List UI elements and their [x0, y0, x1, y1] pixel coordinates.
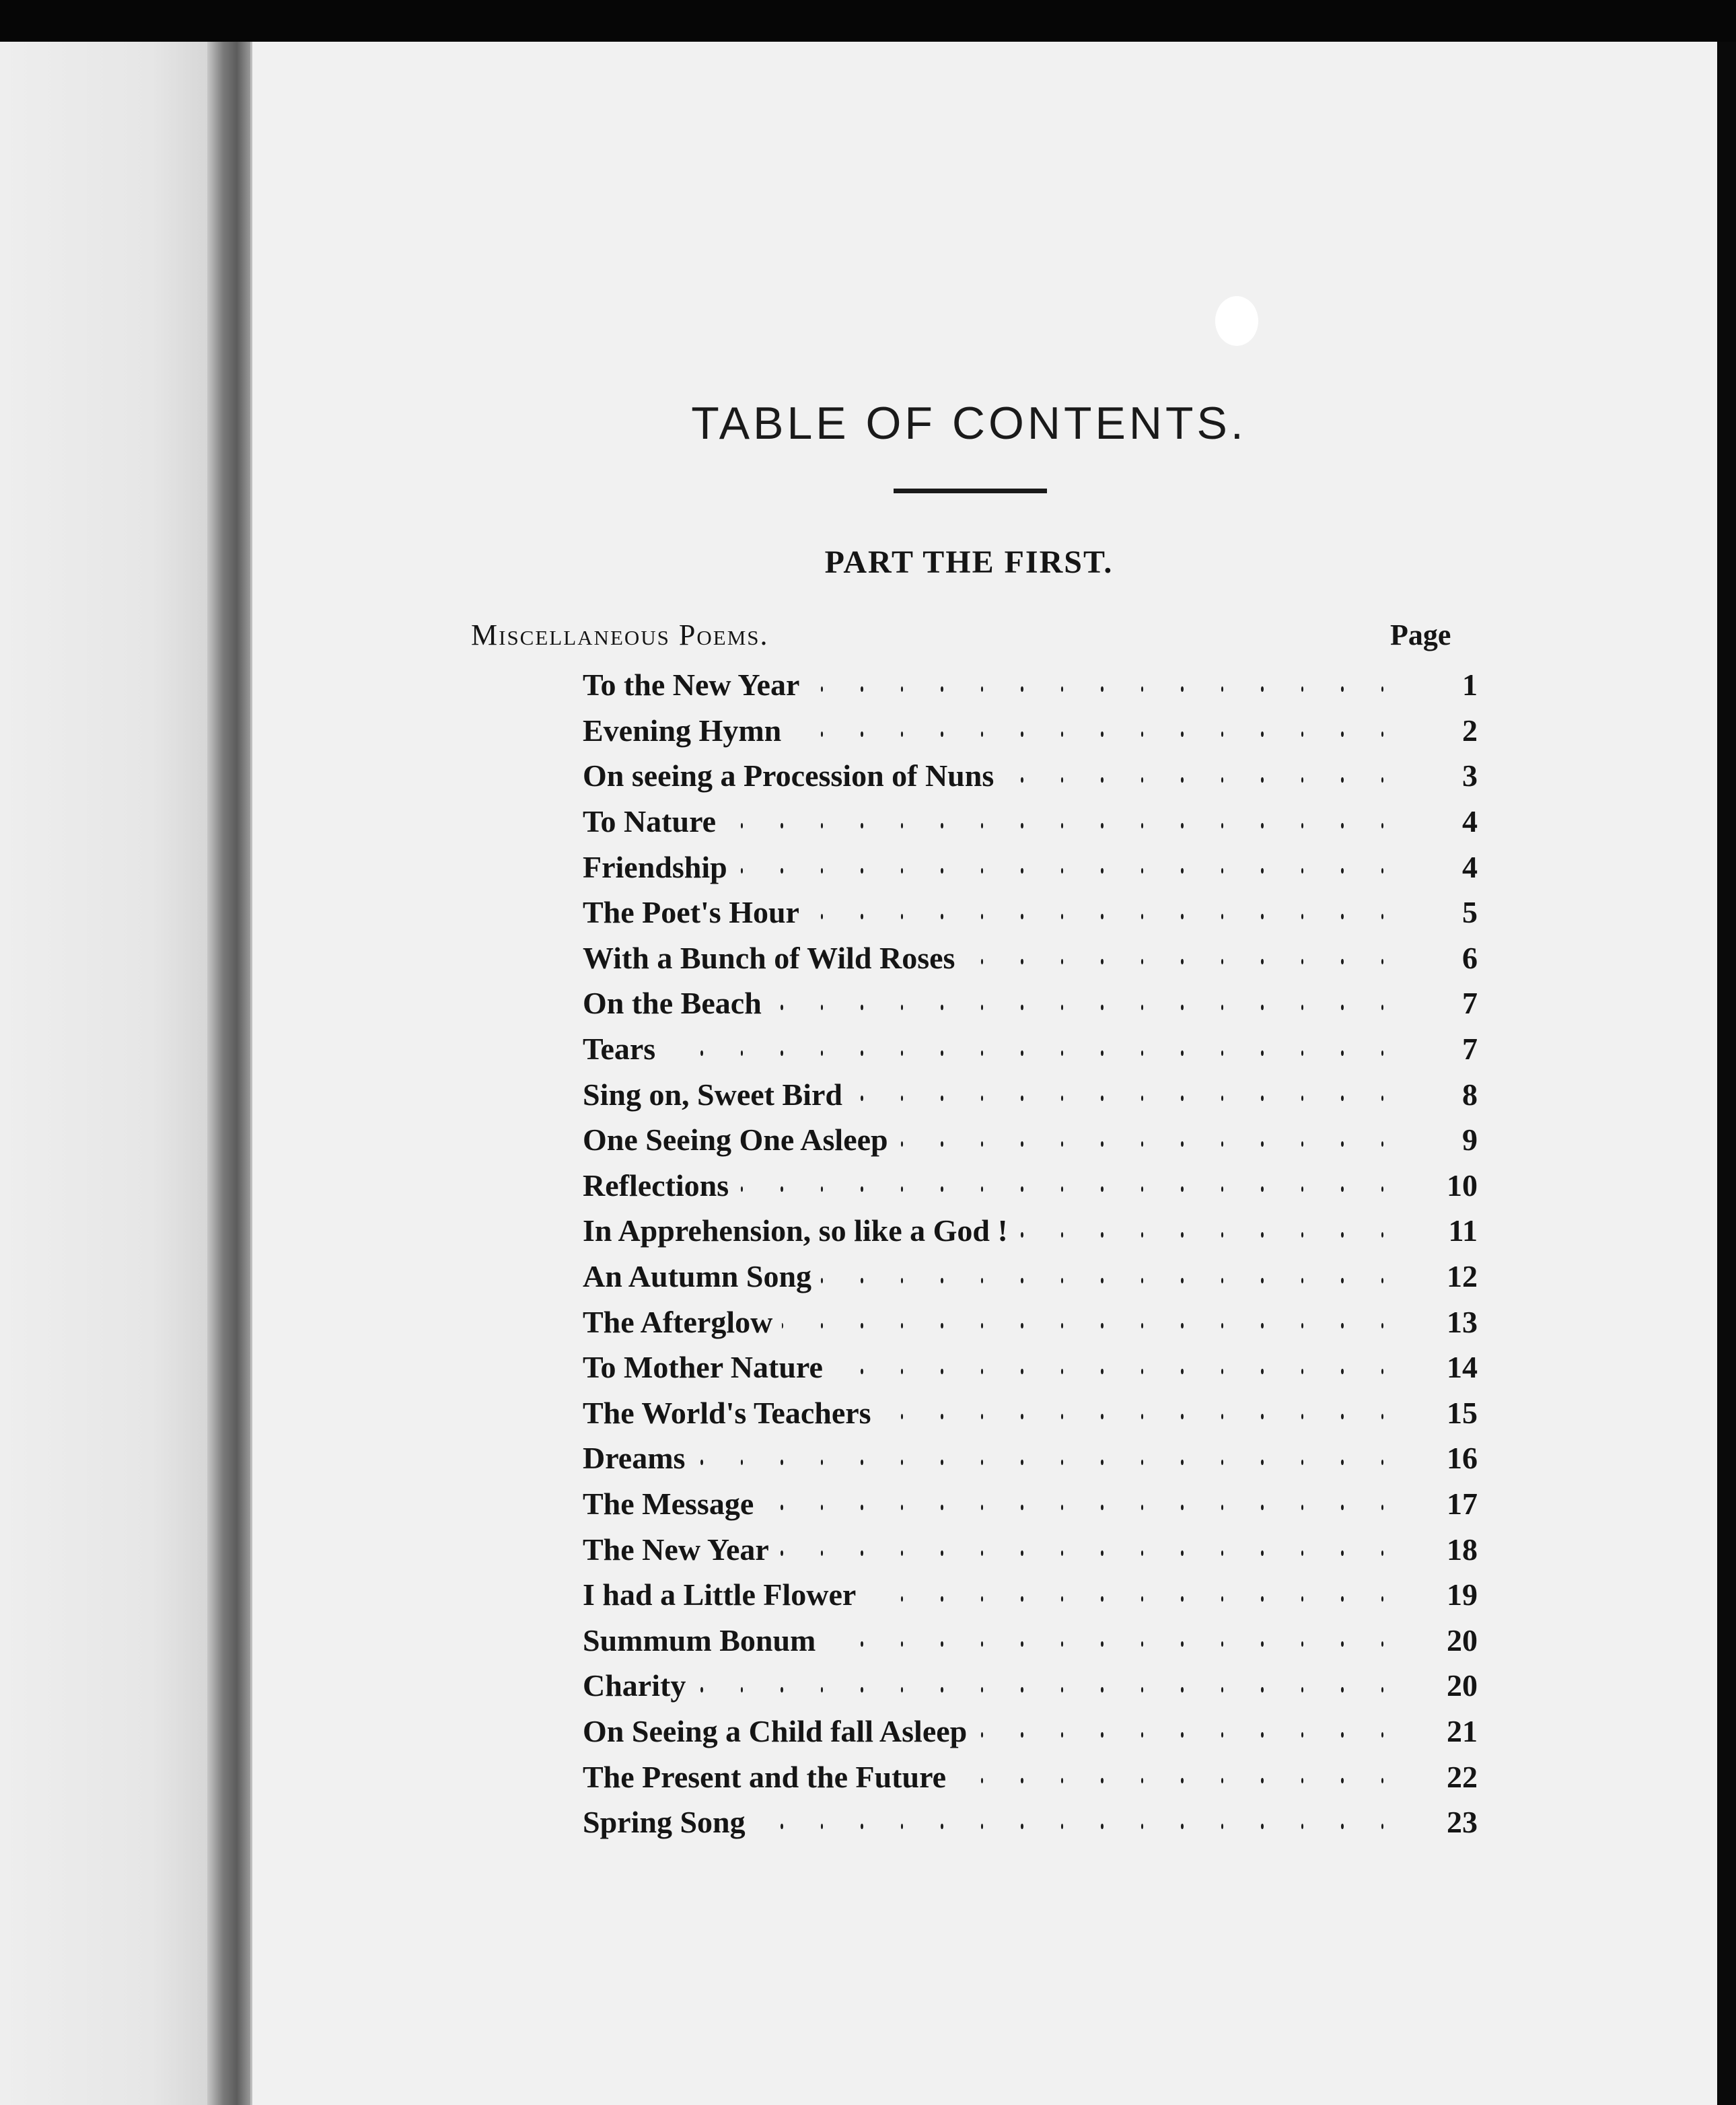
toc-entry — [583, 1254, 1478, 1299]
toc-entry-title: The Message — [583, 1486, 763, 1522]
toc-entry-title: To Nature — [583, 804, 725, 839]
toc-entry — [583, 1709, 1478, 1754]
toc-entry-title: Evening Hymn — [583, 713, 791, 748]
toc-entry-page: 20 — [1447, 1668, 1478, 1703]
toc-entry-page: 13 — [1447, 1304, 1478, 1339]
toc-entry — [583, 980, 1478, 1026]
toc-entry-page: 12 — [1447, 1259, 1478, 1294]
toc-entry — [583, 844, 1478, 890]
toc-entry-title: On seeing a Procession of Nuns — [583, 758, 1003, 793]
toc-entry — [583, 1481, 1478, 1527]
toc-entry-title: To Mother Nature — [583, 1349, 832, 1385]
toc-entry — [583, 890, 1478, 935]
toc-entry-page: 11 — [1448, 1213, 1478, 1248]
toc-entry-title: Charity — [583, 1668, 695, 1703]
toc-entry-title: One Seeing One Asleep — [583, 1122, 898, 1157]
toc-entry — [583, 1572, 1478, 1618]
toc-entry — [583, 1390, 1478, 1436]
toc-entry — [583, 1435, 1478, 1481]
toc-entry-page: 17 — [1447, 1486, 1478, 1521]
toc-entry-title: On Seeing a Child fall Asleep — [583, 1713, 976, 1749]
toc-entry — [583, 1071, 1478, 1117]
scan-border — [1717, 42, 1736, 2105]
toc-entry-title: An Autumn Song — [583, 1258, 821, 1294]
toc-entry-title: Dreams — [583, 1440, 694, 1476]
toc-entry — [583, 1617, 1478, 1663]
toc-list — [583, 662, 1478, 1845]
page-title: TABLE OF CONTENTS. — [691, 398, 1247, 449]
toc-entry-page: 20 — [1447, 1622, 1478, 1657]
toc-entry — [583, 1208, 1478, 1254]
toc-entry-title: Summum Bonum — [583, 1622, 825, 1658]
toc-entry-page: 19 — [1447, 1577, 1478, 1612]
toc-entry-page: 8 — [1462, 1077, 1478, 1112]
toc-entry-page: 4 — [1462, 804, 1478, 839]
toc-entry-title: The New Year — [583, 1532, 779, 1567]
toc-entry — [583, 1163, 1478, 1209]
dot-leader — [583, 1026, 1383, 1072]
toc-entry-page: 7 — [1462, 1032, 1478, 1067]
toc-entry-title: In Apprehension, so like a God ! — [583, 1213, 1017, 1248]
toc-entry-page: 2 — [1462, 713, 1478, 748]
toc-entry-title: Sing on, Sweet Bird — [583, 1077, 852, 1112]
toc-entry-title: The Present and the Future — [583, 1759, 955, 1795]
toc-entry-page: 3 — [1462, 758, 1478, 793]
page-column-label: Page — [1390, 618, 1451, 651]
toc-entry-page: 1 — [1462, 668, 1478, 703]
toc-entry — [583, 799, 1478, 845]
toc-entry-page: 4 — [1462, 849, 1478, 884]
toc-entry-title: With a Bunch of Wild Roses — [583, 940, 964, 976]
toc-entry-page: 16 — [1447, 1441, 1478, 1476]
toc-entry-title: Tears — [583, 1031, 665, 1067]
toc-entry-title: Friendship — [583, 849, 737, 885]
toc-entry-page: 18 — [1447, 1532, 1478, 1567]
toc-entry-page: 7 — [1462, 986, 1478, 1021]
toc-entry-title: The Poet's Hour — [583, 894, 809, 930]
part-heading: PART THE FIRST. — [824, 544, 1114, 580]
toc-entry — [583, 1754, 1478, 1799]
toc-entry-page: 6 — [1462, 940, 1478, 975]
toc-entry-title: I had a Little Flower — [583, 1577, 865, 1612]
toc-entry-page: 14 — [1447, 1350, 1478, 1385]
toc-entry — [583, 1117, 1478, 1163]
toc-entry-title: Reflections — [583, 1168, 738, 1203]
toc-entry-page: 10 — [1447, 1168, 1478, 1203]
toc-entry — [583, 1799, 1478, 1845]
toc-entry — [583, 1299, 1478, 1345]
toc-entry-page: 23 — [1447, 1805, 1478, 1840]
toc-entry — [583, 1026, 1478, 1072]
dot-leader — [583, 1663, 1383, 1709]
toc-entry-title: The Afterglow — [583, 1304, 782, 1340]
toc-entry — [583, 1345, 1478, 1390]
dot-leader — [583, 1435, 1383, 1481]
toc-entry-page: 21 — [1447, 1713, 1478, 1748]
toc-entry-title: Spring Song — [583, 1804, 755, 1840]
toc-entry-page: 9 — [1462, 1122, 1478, 1157]
toc-entry — [583, 935, 1478, 981]
facing-page — [0, 42, 217, 2105]
toc-entry-page: 22 — [1447, 1759, 1478, 1794]
toc-entry — [583, 662, 1478, 708]
toc-entry — [583, 753, 1478, 799]
toc-entry — [583, 1663, 1478, 1709]
toc-entry-page: 5 — [1462, 895, 1478, 930]
title-rule — [894, 489, 1047, 493]
toc-entry — [583, 1526, 1478, 1572]
toc-entry-title: On the Beach — [583, 985, 771, 1021]
toc-entry-page: 15 — [1447, 1395, 1478, 1430]
paper-speck — [1215, 296, 1258, 346]
toc-entry-title: The World's Teachers — [583, 1395, 881, 1431]
toc-entry-title: To the New Year — [583, 667, 809, 703]
section-heading: Miscellaneous Poems. — [471, 618, 769, 651]
toc-entry — [583, 708, 1478, 754]
